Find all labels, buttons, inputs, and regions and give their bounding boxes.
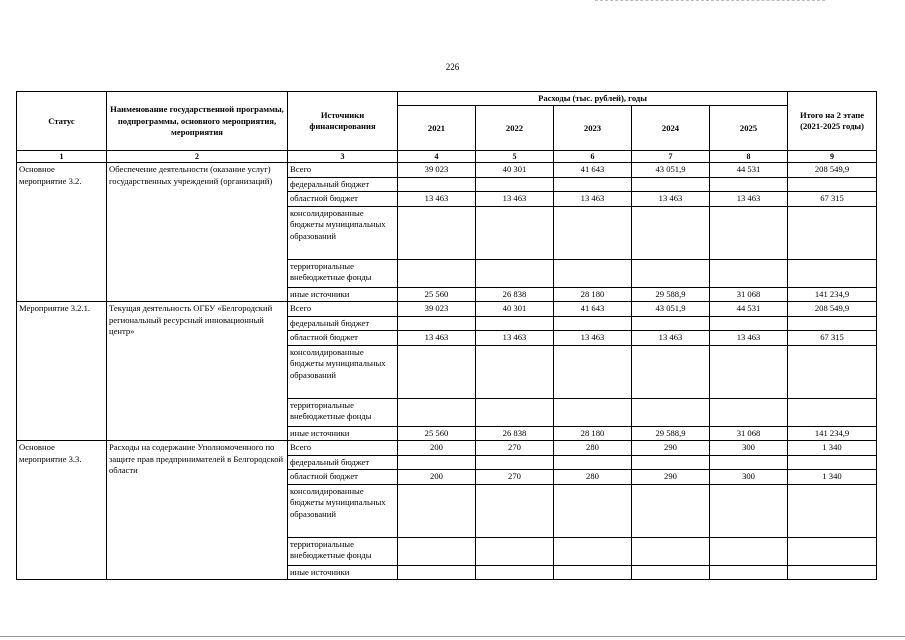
total-value (788, 566, 877, 580)
year-value: 13 463 (632, 331, 710, 346)
header-sources: Источники финансирования (288, 92, 398, 151)
header-year: 2023 (554, 106, 632, 151)
year-value: 41 643 (554, 302, 632, 316)
column-number: 2 (107, 151, 288, 163)
year-value (554, 566, 632, 580)
year-value (710, 455, 788, 469)
year-value (710, 177, 788, 191)
year-value: 13 463 (554, 331, 632, 346)
column-number: 7 (632, 151, 710, 163)
year-value (476, 260, 554, 288)
year-value (398, 177, 476, 191)
year-value: 13 463 (398, 192, 476, 207)
year-value: 39 023 (398, 302, 476, 316)
year-value: 41 643 (554, 163, 632, 177)
group-name: Текущая деятельность ОГБУ «Белгородский региональный ресурсный инновационный центр» (107, 302, 288, 441)
column-number: 6 (554, 151, 632, 163)
year-value: 13 463 (632, 192, 710, 207)
group-name: Обеспечение деятельности (оказание услуг) государственных учреждений (организаций) (107, 163, 288, 302)
year-value (710, 399, 788, 427)
year-value: 26 838 (476, 288, 554, 302)
year-value: 43 051,9 (632, 302, 710, 316)
funding-source: иные источники (288, 288, 398, 302)
year-value: 280 (554, 470, 632, 485)
year-value (398, 399, 476, 427)
page-number: 226 (445, 62, 460, 72)
scan-edge-bottom (0, 636, 905, 637)
year-value: 40 301 (476, 163, 554, 177)
year-value: 29 588,9 (632, 427, 710, 441)
year-value (398, 455, 476, 469)
year-value: 13 463 (476, 192, 554, 207)
year-value: 40 301 (476, 302, 554, 316)
year-value (710, 538, 788, 566)
total-value (788, 260, 877, 288)
year-value: 44 531 (710, 163, 788, 177)
total-value (788, 177, 877, 191)
year-value: 13 463 (710, 331, 788, 346)
year-value: 39 023 (398, 163, 476, 177)
total-value: 1 340 (788, 470, 877, 485)
year-value: 31 068 (710, 288, 788, 302)
year-value (476, 177, 554, 191)
year-value (476, 207, 554, 260)
funding-source: консолидированные бюджеты муниципальных образований (288, 207, 398, 260)
column-number: 4 (398, 151, 476, 163)
year-value: 25 560 (398, 288, 476, 302)
year-value: 31 068 (710, 427, 788, 441)
year-value (632, 177, 710, 191)
column-number: 9 (788, 151, 877, 163)
year-value: 13 463 (398, 331, 476, 346)
year-value (710, 260, 788, 288)
year-value: 13 463 (476, 331, 554, 346)
column-number: 3 (288, 151, 398, 163)
funding-source: федеральный бюджет (288, 177, 398, 191)
year-value: 300 (710, 441, 788, 455)
year-value (632, 260, 710, 288)
year-value (554, 346, 632, 399)
year-value (632, 485, 710, 538)
year-value (710, 346, 788, 399)
year-value (476, 566, 554, 580)
group-status: Основное мероприятие 3.2. (17, 163, 107, 302)
group-status: Основное мероприятие 3.3. (17, 441, 107, 580)
year-value (632, 316, 710, 330)
year-value (632, 207, 710, 260)
funding-source: федеральный бюджет (288, 455, 398, 469)
year-value: 200 (398, 470, 476, 485)
total-value: 141 234,9 (788, 288, 877, 302)
header-status: Статус (17, 92, 107, 151)
scan-edge-top (595, 0, 825, 1)
total-value: 208 549,9 (788, 302, 877, 316)
year-value (554, 399, 632, 427)
funding-source: территориальные внебюджетные фонды (288, 260, 398, 288)
funding-source: федеральный бюджет (288, 316, 398, 330)
year-value (476, 538, 554, 566)
year-value: 28 180 (554, 288, 632, 302)
year-value: 29 588,9 (632, 288, 710, 302)
header-year: 2025 (710, 106, 788, 151)
year-value (554, 538, 632, 566)
year-value (476, 316, 554, 330)
group-name: Расходы на содержание Уполномоченного по защите прав предпринимателей в Белгородской области (107, 441, 288, 580)
year-value (710, 316, 788, 330)
total-value: 1 340 (788, 441, 877, 455)
header-total: Итого на 2 этапе (2021-2025 годы) (788, 92, 877, 151)
column-number: 1 (17, 151, 107, 163)
funding-source: территориальные внебюджетные фонды (288, 399, 398, 427)
total-value (788, 316, 877, 330)
year-value: 28 180 (554, 427, 632, 441)
year-value: 280 (554, 441, 632, 455)
year-value (554, 260, 632, 288)
year-value (398, 316, 476, 330)
year-value (710, 485, 788, 538)
table-header (17, 92, 877, 151)
funding-source: Всего (288, 441, 398, 455)
year-value: 290 (632, 441, 710, 455)
year-value: 26 838 (476, 427, 554, 441)
header-year: 2024 (632, 106, 710, 151)
year-value: 13 463 (554, 192, 632, 207)
table-row (17, 302, 877, 316)
expenses-table (16, 91, 877, 580)
year-value: 25 560 (398, 427, 476, 441)
year-value: 270 (476, 441, 554, 455)
year-value: 43 051,9 (632, 163, 710, 177)
total-value (788, 485, 877, 538)
header-year: 2022 (476, 106, 554, 151)
column-number: 5 (476, 151, 554, 163)
year-value (476, 455, 554, 469)
total-value (788, 346, 877, 399)
year-value: 44 531 (710, 302, 788, 316)
funding-source: областной бюджет (288, 470, 398, 485)
year-value (476, 399, 554, 427)
column-number: 8 (710, 151, 788, 163)
column-number-row (17, 151, 877, 163)
year-value (398, 485, 476, 538)
year-value: 290 (632, 470, 710, 485)
year-value (476, 485, 554, 538)
year-value: 300 (710, 470, 788, 485)
funding-source: Всего (288, 163, 398, 177)
year-value (632, 538, 710, 566)
table-row (17, 441, 877, 455)
header-expenses: Расходы (тыс. рублей), годы (398, 92, 788, 106)
year-value (632, 346, 710, 399)
year-value (710, 207, 788, 260)
table-row (17, 163, 877, 177)
year-value: 270 (476, 470, 554, 485)
year-value (632, 455, 710, 469)
year-value (554, 207, 632, 260)
year-value (554, 177, 632, 191)
funding-source: областной бюджет (288, 192, 398, 207)
year-value: 13 463 (710, 192, 788, 207)
group-status: Мероприятие 3.2.1. (17, 302, 107, 441)
year-value: 200 (398, 441, 476, 455)
year-value (398, 260, 476, 288)
funding-source: территориальные внебюджетные фонды (288, 538, 398, 566)
total-value (788, 399, 877, 427)
year-value (554, 316, 632, 330)
year-value (554, 485, 632, 538)
year-value (710, 566, 788, 580)
year-value (554, 455, 632, 469)
year-value (632, 399, 710, 427)
funding-source: иные источники (288, 427, 398, 441)
funding-source: иные источники (288, 566, 398, 580)
total-value: 67 315 (788, 192, 877, 207)
year-value (398, 207, 476, 260)
total-value (788, 207, 877, 260)
year-value (632, 566, 710, 580)
funding-source: Всего (288, 302, 398, 316)
funding-source: областной бюджет (288, 331, 398, 346)
funding-source: консолидированные бюджеты муниципальных образований (288, 346, 398, 399)
total-value (788, 538, 877, 566)
year-value (398, 346, 476, 399)
total-value: 141 234,9 (788, 427, 877, 441)
header-year: 2021 (398, 106, 476, 151)
year-value (398, 566, 476, 580)
year-value (476, 346, 554, 399)
total-value: 67 315 (788, 331, 877, 346)
total-value (788, 455, 877, 469)
year-value (398, 538, 476, 566)
funding-source: консолидированные бюджеты муниципальных образований (288, 485, 398, 538)
total-value: 208 549,9 (788, 163, 877, 177)
table-body (17, 151, 877, 580)
header-name: Наименование государственной программы, подпрограммы, основного мероприятия, мероприятия (107, 92, 288, 151)
